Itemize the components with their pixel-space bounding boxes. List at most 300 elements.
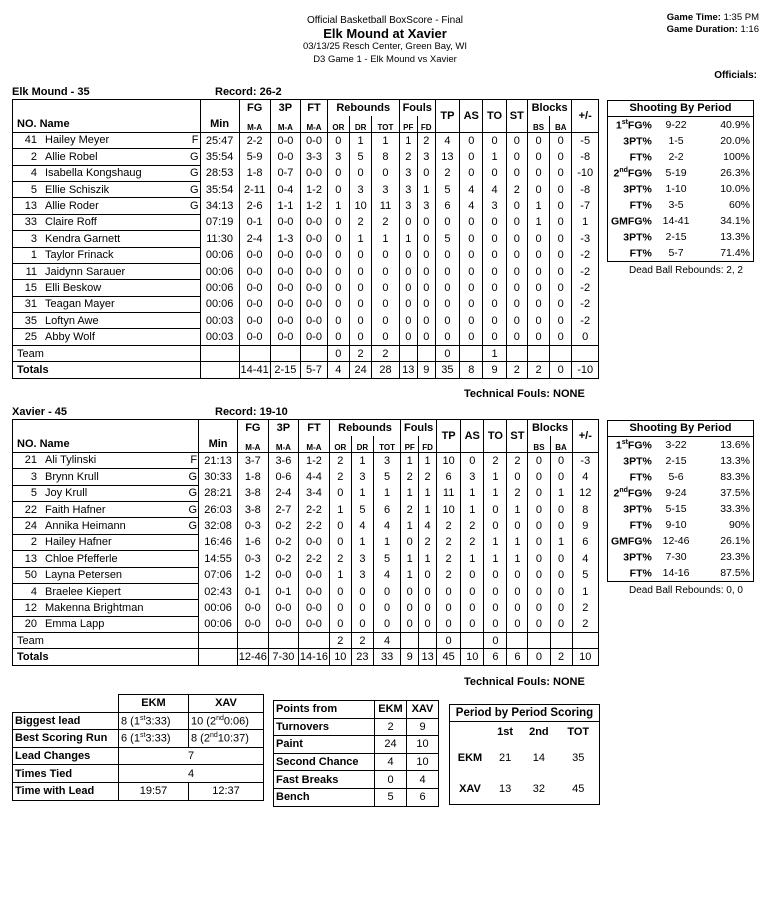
stat-or: 0 [327, 329, 349, 345]
stat-as: 0 [460, 247, 483, 263]
stat-fd: 3 [417, 149, 435, 165]
player-row [13, 132, 599, 148]
shooting-stat: FT% [629, 519, 652, 532]
stat-pf: 0 [401, 600, 419, 616]
stat-fd: 0 [417, 214, 435, 230]
shooting-pct: 37.5% [720, 487, 750, 499]
stat-tot: 3 [372, 181, 400, 197]
player-row [13, 600, 599, 616]
team-row-label: Team [13, 345, 201, 361]
stat-as: 0 [460, 165, 483, 181]
stat-fd: 3 [417, 198, 435, 214]
stat-tp: 0-0 [270, 329, 301, 345]
stat-fd: 4 [419, 518, 437, 534]
stat-tp: 0-0 [268, 567, 298, 583]
stat-ba: 0 [550, 263, 572, 279]
stat-ba: 0 [550, 616, 572, 632]
stat-st: 0 [506, 313, 527, 329]
shooting-period: GM [611, 215, 628, 228]
plus-minus-header: +/- [572, 420, 598, 453]
player-number: 4 [30, 585, 37, 598]
team-stat-to: 1 [483, 345, 506, 361]
points-from-value: 4 [407, 771, 439, 789]
stat-fd: 2 [417, 132, 435, 148]
stat-min: 07:06 [199, 567, 238, 583]
game-duration-label: Game Duration: [666, 24, 738, 35]
stat-pts: 10 [437, 452, 461, 468]
shooting-made-att: 9-10 [665, 519, 687, 531]
stat-tp: 1-1 [270, 198, 301, 214]
shooting-row [608, 213, 753, 229]
stat-as: 0 [460, 313, 483, 329]
stat-dr: 1 [349, 231, 371, 247]
stat-to: 0 [484, 600, 507, 616]
player-number: 33 [24, 216, 37, 229]
player-number: 5 [30, 487, 37, 500]
player-name: Abby Wolf [45, 331, 95, 344]
stat-pts: 6 [437, 469, 461, 485]
player-position: G [189, 167, 199, 180]
stat-pts: 0 [435, 214, 459, 230]
player-name: Emma Lapp [45, 618, 105, 631]
stat-to: 0 [483, 231, 506, 247]
best-run-label: Best Scoring Run [13, 730, 119, 748]
st-header: ST [506, 100, 527, 133]
shooting-stat-label [608, 165, 652, 181]
stat-dr: 5 [349, 149, 371, 165]
total-pf: 9 [401, 649, 419, 665]
stat-fd: 0 [417, 280, 435, 296]
player-name: Brynn Krull [45, 470, 99, 483]
player-number: 4 [30, 167, 37, 180]
team-title: Xavier - 45 [12, 406, 68, 418]
stat-bs: 0 [528, 501, 550, 517]
stat-pf: 1 [401, 567, 419, 583]
ma-subheader: M-A [301, 116, 327, 132]
stat-min: 00:03 [200, 329, 239, 345]
stat-fg: 3-8 [238, 485, 269, 501]
stat-ft: 2-2 [299, 518, 330, 534]
shooting-stat: 3PT% [623, 135, 652, 148]
team-record: Record: 19-10 [215, 406, 288, 418]
stat-pf: 0 [399, 329, 417, 345]
stat-pts: 0 [437, 616, 461, 632]
stat-ba: 0 [550, 518, 572, 534]
shooting-row [608, 485, 753, 501]
stat-ba: 0 [550, 313, 572, 329]
stat-ba: 0 [550, 296, 572, 312]
team-stat-bs [527, 345, 549, 361]
stat-tot: 1 [372, 132, 400, 148]
stat-st: 0 [506, 329, 527, 345]
stat-dr: 0 [351, 600, 373, 616]
player-number: 15 [24, 281, 37, 294]
shooting-stat: FT% [629, 471, 652, 484]
stat-st: 0 [506, 165, 527, 181]
stat-or: 0 [327, 231, 349, 247]
stat-min: 00:06 [200, 296, 239, 312]
stat-pts: 0 [437, 583, 461, 599]
player-row [13, 485, 599, 501]
stat-st: 0 [506, 231, 527, 247]
player-row [13, 469, 599, 485]
stat-min: 21:13 [199, 452, 238, 468]
stat-fg: 0-1 [238, 583, 269, 599]
stat-to: 0 [483, 296, 506, 312]
period-1-header: 1st [497, 726, 514, 738]
player-number: 3 [30, 232, 37, 245]
team-stat-tp [268, 633, 298, 649]
blocks-header: Blocks [528, 420, 572, 436]
stat-pts: 0 [435, 280, 459, 296]
stat-min: 00:03 [200, 313, 239, 329]
team-title: Elk Mound - 35 [12, 86, 90, 98]
shooting-row [608, 133, 753, 149]
stat-pm: -2 [572, 313, 599, 329]
stat-as: 0 [460, 149, 483, 165]
stat-tp: 0-7 [270, 165, 301, 181]
stat-bs: 0 [527, 329, 549, 345]
stat-min: 14:55 [199, 551, 238, 567]
team-stat-as [460, 345, 483, 361]
stat-dr: 1 [351, 452, 373, 468]
shooting-stat-label [608, 469, 652, 485]
lead-changes-value: 7 [119, 747, 264, 765]
points-from-xav-header: XAV [407, 701, 439, 719]
stat-pm: 1 [572, 214, 599, 230]
stat-st: 0 [507, 616, 528, 632]
shooting-stat: 3PT% [623, 551, 652, 564]
stat-bs: 1 [527, 198, 549, 214]
player-name-cell [13, 231, 201, 247]
stat-or: 2 [329, 452, 351, 468]
player-name-cell [13, 501, 199, 517]
stat-pts: 0 [437, 600, 461, 616]
total-fg: 14-41 [239, 362, 270, 378]
game-duration: 1:16 [740, 24, 759, 35]
stat-ba: 0 [550, 452, 572, 468]
stat-ba: 0 [550, 600, 572, 616]
total-tp: 2-15 [270, 362, 301, 378]
stat-tp: 0-2 [268, 518, 298, 534]
team-stat-as [461, 633, 484, 649]
no-name-header: NO. Name [13, 436, 199, 452]
stat-tp: 0-0 [270, 132, 301, 148]
player-row [13, 551, 599, 567]
team-stat-tot: 4 [373, 633, 400, 649]
shooting-stat: FT% [629, 567, 652, 580]
stat-min: 00:06 [200, 263, 239, 279]
ba-subheader: BA [550, 436, 572, 452]
shooting-row [608, 181, 753, 197]
points-from-row-label: Turnovers [274, 718, 375, 736]
player-number: 1 [30, 249, 37, 262]
player-number: 5 [30, 183, 37, 196]
period-score: 13 [499, 783, 512, 795]
player-name-cell [13, 214, 201, 230]
shooting-stat-label [608, 149, 652, 165]
game-time-info [667, 12, 759, 36]
points-from-value: 4 [375, 753, 407, 771]
stat-pts: 0 [435, 296, 459, 312]
shooting-pct: 100% [723, 151, 750, 163]
stat-or: 2 [329, 469, 351, 485]
shooting-stat: FG% [627, 167, 652, 180]
stat-to: 0 [484, 567, 507, 583]
player-name-cell [13, 469, 199, 485]
stat-dr: 3 [351, 551, 373, 567]
stat-pf: 1 [401, 452, 419, 468]
stat-min: 00:06 [199, 616, 238, 632]
stat-bs: 0 [528, 469, 550, 485]
stat-st: 0 [507, 583, 528, 599]
player-row [13, 616, 599, 632]
stat-pm: -2 [572, 296, 599, 312]
stat-fd: 1 [419, 501, 437, 517]
stat-min: 02:43 [199, 583, 238, 599]
shooting-made-att: 14-41 [662, 215, 690, 227]
stat-dr: 1 [351, 534, 373, 550]
stat-as: 0 [460, 329, 483, 345]
stat-tp: 0-1 [268, 583, 298, 599]
stat-ba: 0 [550, 247, 572, 263]
player-number: 2 [30, 150, 37, 163]
player-number: 2 [30, 536, 37, 549]
shooting-stat-label [608, 549, 652, 565]
totals-label: Totals [13, 362, 201, 378]
total-pm: -10 [572, 362, 599, 378]
shooting-box [607, 420, 754, 582]
shooting-made-att: 1-10 [665, 183, 687, 195]
team-stat-st [507, 633, 528, 649]
player-name: Taylor Frinack [45, 249, 114, 262]
team-stat-pf [399, 345, 417, 361]
player-row [13, 296, 599, 312]
player-name: Annika Heimann [45, 520, 126, 533]
stat-dr: 4 [351, 518, 373, 534]
shooting-table [608, 437, 753, 581]
shooting-stat-label [608, 517, 652, 533]
stat-ft: 0-0 [301, 132, 327, 148]
no-name-header: NO. Name [13, 116, 201, 132]
stat-as: 0 [461, 600, 484, 616]
player-number: 41 [24, 134, 37, 147]
time-lead-ekm: 19:57 [119, 782, 189, 800]
shooting-period: 1 [615, 119, 622, 132]
shooting-period: 1 [615, 439, 622, 452]
stat-tot: 1 [373, 485, 400, 501]
stat-st: 0 [506, 149, 527, 165]
stat-fd: 0 [417, 329, 435, 345]
stat-ft: 0-0 [301, 296, 327, 312]
shooting-made-att: 2-15 [665, 455, 687, 467]
stat-bs: 0 [527, 132, 549, 148]
shooting-stat: FG% [627, 215, 652, 228]
shooting-stat-label [608, 117, 652, 133]
player-number: 13 [24, 200, 37, 213]
stat-pm: -5 [572, 132, 599, 148]
stat-pm: 2 [572, 616, 598, 632]
total-as: 8 [460, 362, 483, 378]
lead-changes-label: Lead Changes [13, 747, 119, 765]
stat-st: 0 [506, 247, 527, 263]
bs-subheader: BS [527, 116, 549, 132]
total-pm: 10 [572, 649, 598, 665]
stat-to: 1 [484, 469, 507, 485]
stat-bs: 0 [527, 149, 549, 165]
stat-pm: -2 [572, 280, 599, 296]
shooting-made-att: 5-15 [665, 503, 687, 515]
stat-ft: 0-0 [299, 567, 330, 583]
total-as: 10 [461, 649, 484, 665]
stat-fd: 1 [419, 485, 437, 501]
stat-min: 34:13 [200, 198, 239, 214]
shooting-period-suffix: st [621, 118, 628, 126]
stat-pf: 0 [401, 616, 419, 632]
points-from-value: 10 [407, 736, 439, 754]
min-header: Min [200, 116, 239, 132]
shooting-stat-label [608, 133, 652, 149]
dr-subheader: DR [349, 116, 371, 132]
stat-fd: 0 [419, 567, 437, 583]
stat-pts: 2 [437, 518, 461, 534]
stat-ft: 0-0 [301, 263, 327, 279]
stat-ba: 0 [550, 165, 572, 181]
stat-tot: 5 [373, 469, 400, 485]
player-number: 21 [24, 454, 37, 467]
rebounds-header: Rebounds [327, 100, 399, 116]
shooting-stat-label [608, 197, 652, 213]
stat-tot: 0 [373, 600, 400, 616]
player-position [188, 618, 198, 630]
stat-bs: 0 [528, 551, 550, 567]
player-name-cell [13, 149, 201, 165]
stat-st: 0 [506, 280, 527, 296]
stat-bs: 1 [527, 214, 549, 230]
stat-pts: 0 [435, 329, 459, 345]
stat-pts: 0 [435, 247, 459, 263]
player-position: G [188, 520, 198, 533]
stat-tot: 0 [372, 313, 400, 329]
stat-to: 2 [484, 452, 507, 468]
shooting-pct: 71.4% [720, 247, 750, 259]
total-pf: 13 [399, 362, 417, 378]
stat-ft: 2-2 [299, 551, 330, 567]
stat-fg: 3-8 [238, 501, 269, 517]
stat-tot: 0 [372, 247, 400, 263]
stat-st: 2 [507, 485, 528, 501]
stat-fg: 1-6 [238, 534, 269, 550]
shooting-row [608, 197, 753, 213]
stat-pm: -2 [572, 247, 599, 263]
as-header: AS [460, 100, 483, 133]
stat-ba: 0 [550, 181, 572, 197]
stat-tot: 0 [372, 329, 400, 345]
player-row [13, 263, 599, 279]
shooting-stat: 3PT% [623, 455, 652, 468]
stat-tot: 2 [372, 214, 400, 230]
stat-fg: 2-2 [239, 132, 270, 148]
stat-fg: 0-0 [239, 280, 270, 296]
stat-tot: 3 [373, 452, 400, 468]
stat-tot: 4 [373, 518, 400, 534]
stat-as: 0 [460, 214, 483, 230]
stat-as: 1 [461, 485, 484, 501]
stat-pf: 0 [399, 296, 417, 312]
stat-st: 1 [507, 534, 528, 550]
shooting-made-att: 5-7 [668, 247, 684, 259]
stat-or: 0 [327, 263, 349, 279]
stat-pts: 5 [435, 181, 459, 197]
team-stat-fd [419, 633, 437, 649]
stat-ft: 0-0 [301, 280, 327, 296]
stat-ft: 0-0 [299, 600, 330, 616]
stat-fd: 1 [417, 181, 435, 197]
period-2-header: 2nd [529, 726, 549, 738]
player-position [188, 553, 198, 565]
stat-pf: 1 [401, 551, 419, 567]
player-name-cell [13, 534, 199, 550]
ft-header: FT [301, 100, 327, 116]
dead-ball-rebounds: Dead Ball Rebounds: 0, 0 [629, 585, 743, 596]
fd-subheader: FD [419, 436, 437, 452]
player-name: Kendra Garnett [45, 232, 121, 245]
player-name: Hailey Hafner [45, 536, 112, 549]
game-description: D3 Game 1 - Elk Mound vs Xavier [313, 54, 457, 65]
box-score-table [12, 99, 599, 379]
stat-dr: 1 [351, 485, 373, 501]
totals-row [13, 362, 599, 378]
stat-fg: 0-0 [238, 600, 269, 616]
stat-pf: 1 [399, 231, 417, 247]
stat-or: 0 [329, 600, 351, 616]
blocks-header: Blocks [527, 100, 571, 116]
ma-subheader: M-A [270, 116, 301, 132]
player-name: Isabella Kongshaug [45, 167, 142, 180]
stat-fg: 0-0 [239, 296, 270, 312]
player-row [13, 247, 599, 263]
totals-min [200, 362, 239, 378]
stat-pf: 0 [399, 214, 417, 230]
points-from-value: 0 [375, 771, 407, 789]
player-row [13, 231, 599, 247]
player-position [188, 536, 198, 548]
stat-tp: 0-6 [268, 469, 298, 485]
stat-ba: 0 [550, 198, 572, 214]
team-stat-to: 0 [484, 633, 507, 649]
stat-as: 0 [461, 567, 484, 583]
shooting-row [608, 517, 753, 533]
stat-dr: 3 [351, 567, 373, 583]
stat-to: 1 [484, 485, 507, 501]
stat-as: 4 [460, 198, 483, 214]
team-stat-pm [572, 633, 598, 649]
stat-fg: 2-4 [239, 231, 270, 247]
player-position [190, 266, 200, 278]
stat-fg: 1-2 [238, 567, 269, 583]
stat-or: 1 [329, 567, 351, 583]
period-scoring-box [449, 704, 600, 805]
player-position [188, 569, 198, 581]
shooting-made-att: 2-15 [665, 231, 687, 243]
player-position: G [188, 470, 198, 483]
points-from-value: 24 [375, 736, 407, 754]
stat-pf: 2 [399, 149, 417, 165]
stat-fd: 1 [419, 452, 437, 468]
stat-to: 0 [483, 247, 506, 263]
player-name: Braelee Kiepert [45, 585, 121, 598]
stat-st: 0 [506, 263, 527, 279]
